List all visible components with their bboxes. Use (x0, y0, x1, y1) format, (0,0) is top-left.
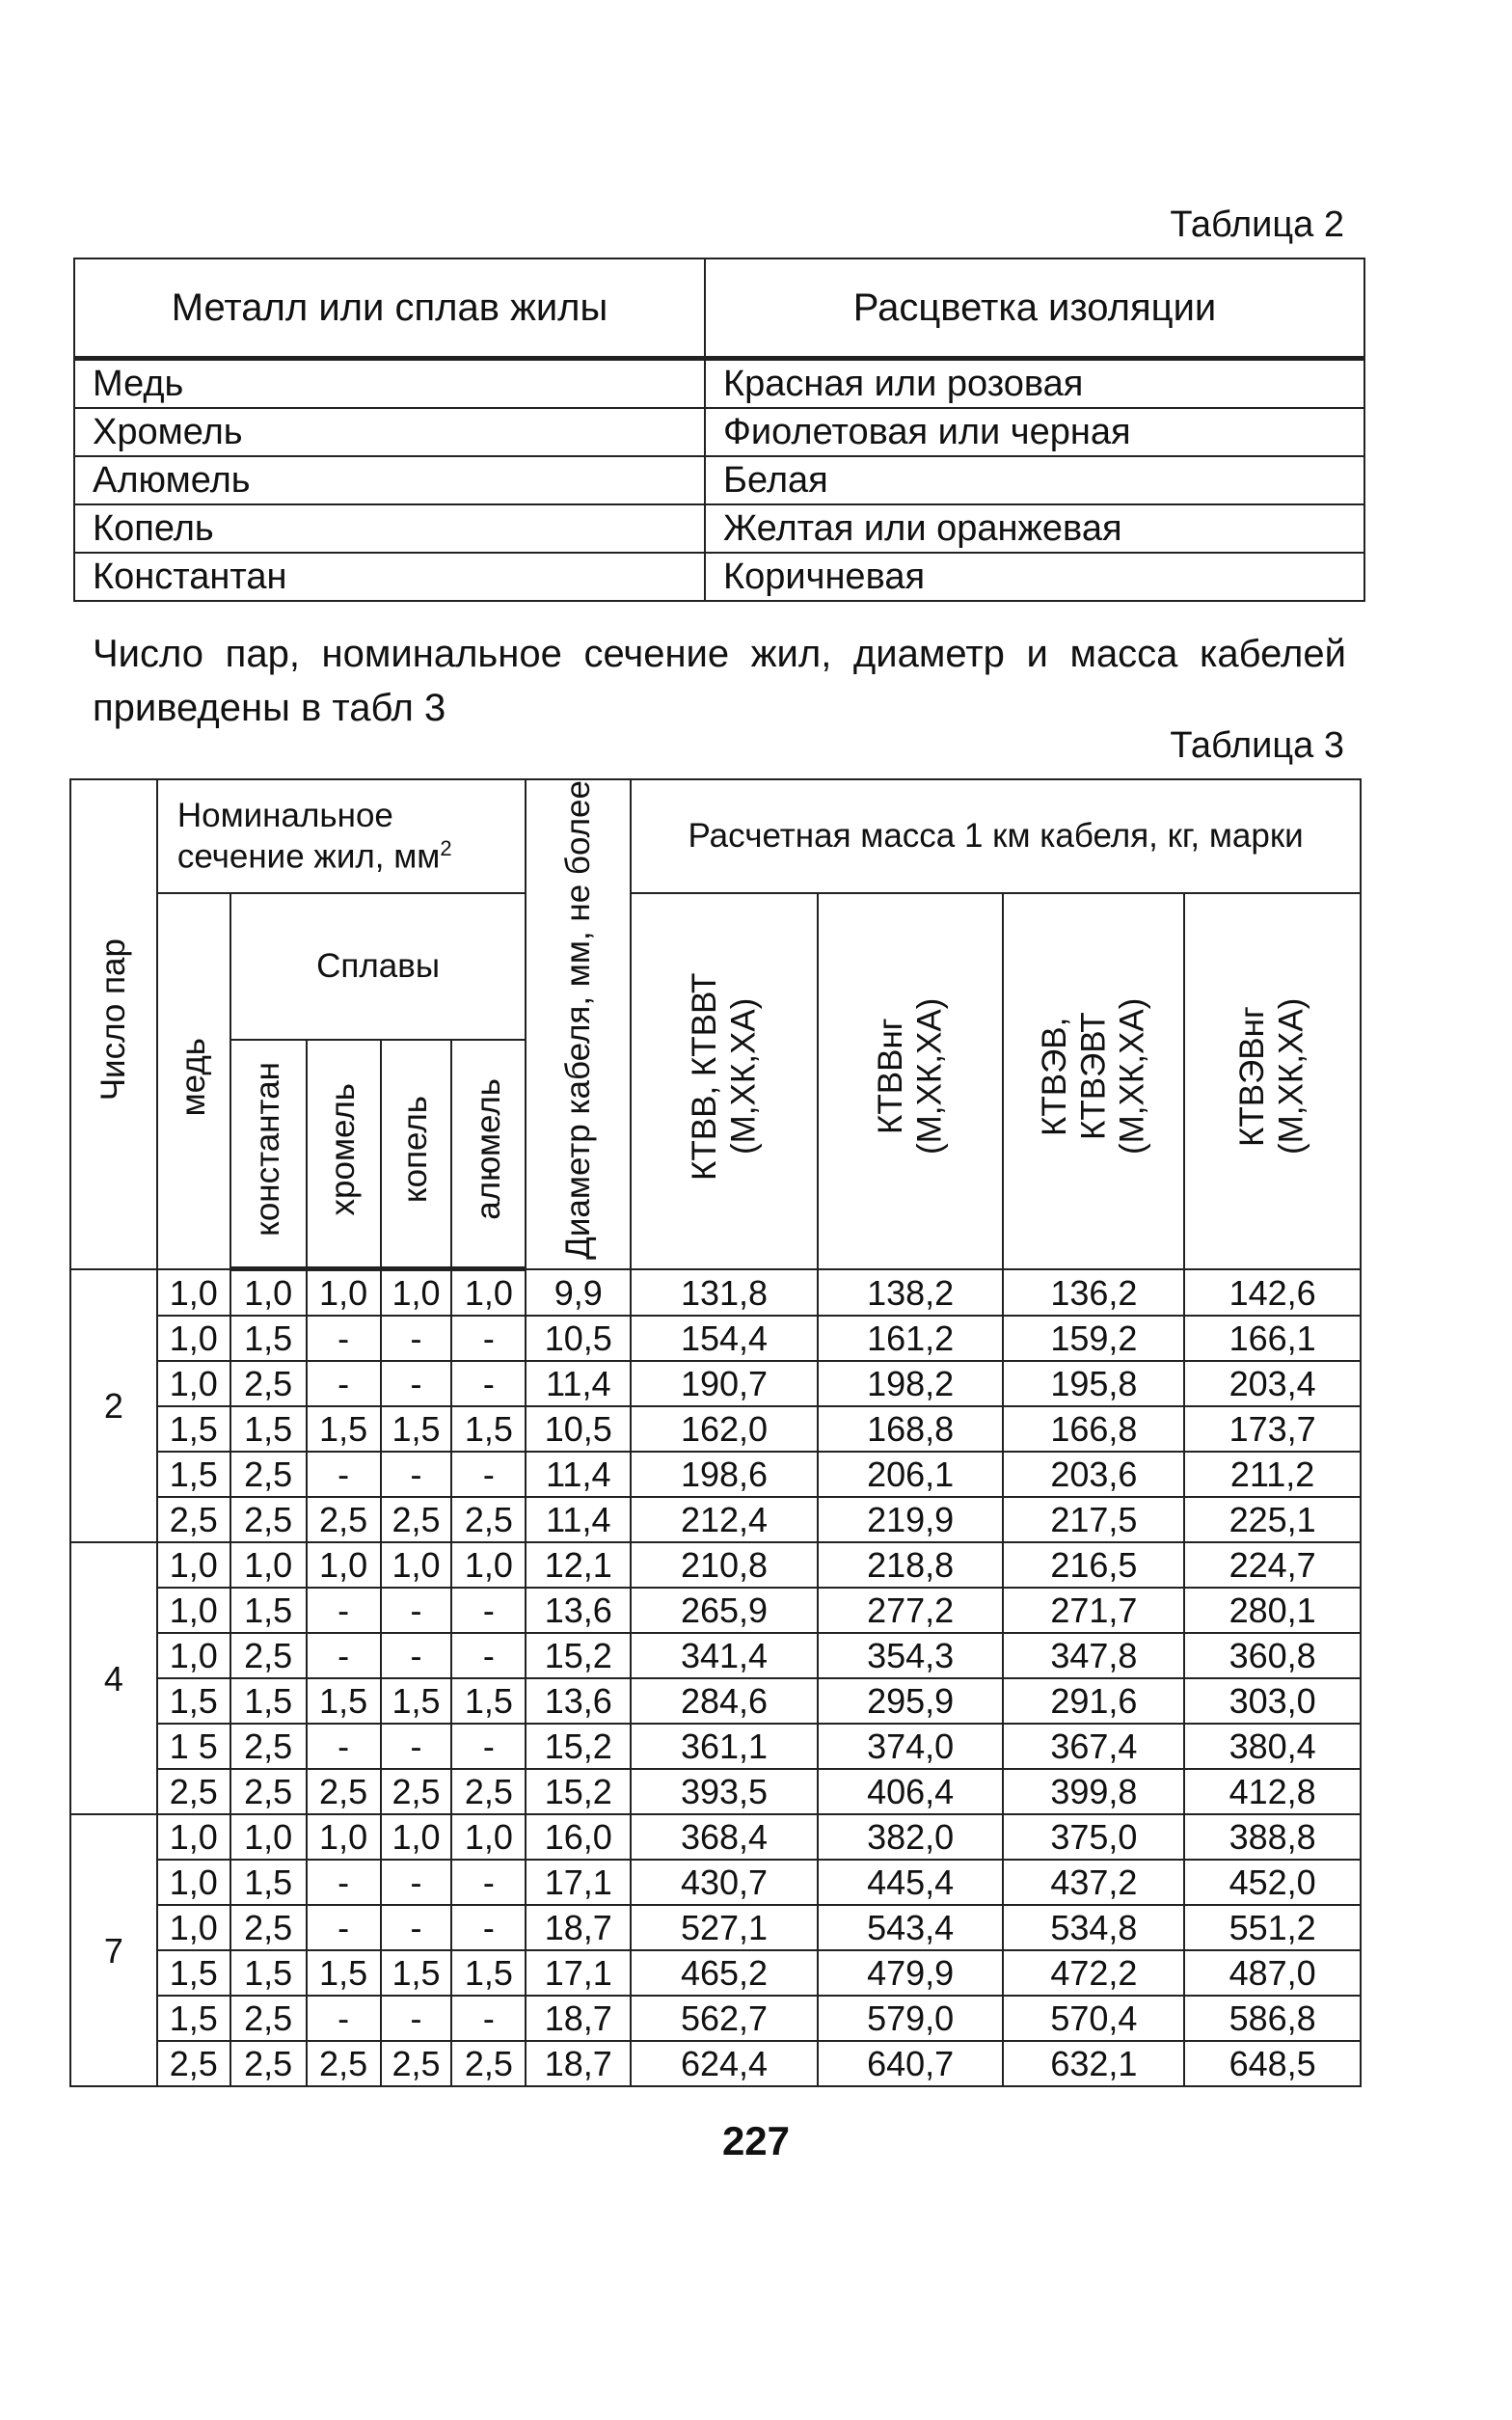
header-alloys: Сплавы (230, 893, 526, 1040)
value-cell: - (381, 1588, 452, 1633)
metal-cell: Алюмель (74, 456, 705, 504)
value-cell: 154,4 (631, 1316, 818, 1361)
value-cell: 280,1 (1184, 1588, 1361, 1633)
value-cell: 1,0 (381, 1542, 452, 1588)
value-cell: 1,0 (451, 1542, 526, 1588)
value-cell: 11,4 (526, 1452, 631, 1497)
color-cell: Красная или розовая (705, 359, 1364, 409)
value-cell: - (381, 1633, 452, 1678)
value-cell: - (451, 1996, 526, 2041)
value-cell: 2,5 (307, 1769, 381, 1814)
value-cell: 159,2 (1003, 1316, 1184, 1361)
value-cell: 632,1 (1003, 2041, 1184, 2086)
pairs-cell: 4 (70, 1542, 157, 1814)
header-mark-1: КТВВ, КТВВТ (М,ХК,ХА) (631, 893, 818, 1269)
value-cell: 624,4 (631, 2041, 818, 2086)
value-cell: 18,7 (526, 2041, 631, 2086)
value-cell: 284,6 (631, 1678, 818, 1724)
value-cell: 303,0 (1184, 1678, 1361, 1724)
value-cell: 206,1 (818, 1452, 1004, 1497)
value-cell: 1,5 (307, 1950, 381, 1996)
header-section: Номинальное сечение жил, $мм^2$ (157, 779, 526, 893)
value-cell: 15,2 (526, 1769, 631, 1814)
value-cell: 445,4 (818, 1860, 1004, 1905)
value-cell: - (451, 1905, 526, 1950)
value-cell: 2,5 (230, 1724, 307, 1769)
header-alumel: алюмель (451, 1040, 526, 1269)
value-cell: 16,0 (526, 1814, 631, 1860)
value-cell: 271,7 (1003, 1588, 1184, 1633)
value-cell: 393,5 (631, 1769, 818, 1814)
value-cell: 225,1 (1184, 1497, 1361, 1542)
table3-row (70, 1269, 1361, 1317)
table3-row (70, 1452, 1361, 1497)
value-cell: 452,0 (1184, 1860, 1361, 1905)
value-cell: 2,5 (230, 1633, 307, 1678)
value-cell: 399,8 (1003, 1769, 1184, 1814)
table3-row (70, 1860, 1361, 1905)
value-cell: 1,5 (381, 1406, 452, 1452)
value-cell: 640,7 (818, 2041, 1004, 2086)
value-cell: 295,9 (818, 1678, 1004, 1724)
value-cell: - (451, 1633, 526, 1678)
value-cell: 341,4 (631, 1633, 818, 1678)
table3-row (70, 1724, 1361, 1769)
value-cell: 1,0 (451, 1269, 526, 1317)
value-cell: 173,7 (1184, 1406, 1361, 1452)
value-cell: 1,0 (157, 1361, 230, 1406)
value-cell: 9,9 (526, 1269, 631, 1317)
value-cell: 212,4 (631, 1497, 818, 1542)
value-cell: 487,0 (1184, 1950, 1361, 1996)
value-cell: 138,2 (818, 1269, 1004, 1317)
value-cell: 368,4 (631, 1814, 818, 1860)
value-cell: 216,5 (1003, 1542, 1184, 1588)
header-copper: медь (157, 893, 230, 1269)
value-cell: - (307, 1361, 381, 1406)
value-cell: 195,8 (1003, 1361, 1184, 1406)
value-cell: 13,6 (526, 1678, 631, 1724)
header-mark-2: КТВВнг (М,ХК,ХА) (818, 893, 1004, 1269)
value-cell: 219,9 (818, 1497, 1004, 1542)
value-cell: 2,5 (307, 2041, 381, 2086)
value-cell: 562,7 (631, 1996, 818, 2041)
value-cell: 2,5 (451, 1497, 526, 1542)
value-cell: 1,5 (451, 1678, 526, 1724)
value-cell: - (381, 1905, 452, 1950)
value-cell: - (381, 1452, 452, 1497)
value-cell: 166,1 (1184, 1316, 1361, 1361)
value-cell: 570,4 (1003, 1996, 1184, 2041)
value-cell: 1 5 (157, 1724, 230, 1769)
value-cell: 1,0 (381, 1814, 452, 1860)
value-cell: 198,6 (631, 1452, 818, 1497)
value-cell: 534,8 (1003, 1905, 1184, 1950)
value-cell: 2,5 (157, 1497, 230, 1542)
value-cell: 479,9 (818, 1950, 1004, 1996)
value-cell: 361,1 (631, 1724, 818, 1769)
value-cell: 2,5 (381, 2041, 452, 2086)
value-cell: 190,7 (631, 1361, 818, 1406)
value-cell: 1,0 (451, 1814, 526, 1860)
header-mark-3: КТВЭВ, КТВЭВТ (М,ХК,ХА) (1003, 893, 1184, 1269)
table3-row (70, 1406, 1361, 1452)
table3-row (70, 2041, 1361, 2086)
value-cell: 15,2 (526, 1724, 631, 1769)
value-cell: 2,5 (451, 1769, 526, 1814)
metal-cell: Медь (74, 359, 705, 409)
value-cell: 2,5 (157, 1769, 230, 1814)
value-cell: - (307, 1633, 381, 1678)
value-cell: 380,4 (1184, 1724, 1361, 1769)
value-cell: 10,5 (526, 1316, 631, 1361)
value-cell: 1,5 (157, 1678, 230, 1724)
value-cell: 166,8 (1003, 1406, 1184, 1452)
value-cell: - (381, 1724, 452, 1769)
table3-row (70, 1950, 1361, 1996)
value-cell: 1,5 (230, 1860, 307, 1905)
header-pairs: Число пар (70, 779, 157, 1269)
table2-row (74, 504, 1364, 553)
value-cell: 265,9 (631, 1588, 818, 1633)
paragraph: Число пар, номинальное сечение жил, диаметр и масса кабелей приведены в табл 3 (93, 633, 1346, 729)
value-cell: 2,5 (230, 1452, 307, 1497)
metal-cell: Копель (74, 504, 705, 553)
value-cell: 198,2 (818, 1361, 1004, 1406)
value-cell: 277,2 (818, 1588, 1004, 1633)
value-cell: 527,1 (631, 1905, 818, 1950)
value-cell: 1,5 (381, 1678, 452, 1724)
value-cell: 1,5 (230, 1678, 307, 1724)
value-cell: 551,2 (1184, 1905, 1361, 1950)
value-cell: 15,2 (526, 1633, 631, 1678)
value-cell: 224,7 (1184, 1542, 1361, 1588)
value-cell: 131,8 (631, 1269, 818, 1317)
value-cell: - (307, 1860, 381, 1905)
value-cell: 2,5 (230, 1361, 307, 1406)
table2-row (74, 456, 1364, 504)
value-cell: 2,5 (307, 1497, 381, 1542)
value-cell: 388,8 (1184, 1814, 1361, 1860)
pairs-cell: 7 (70, 1814, 157, 2086)
value-cell: 374,0 (818, 1724, 1004, 1769)
table3-row (70, 1361, 1361, 1406)
value-cell: 1,0 (157, 1316, 230, 1361)
value-cell: 1,5 (381, 1950, 452, 1996)
value-cell: 2,5 (230, 1996, 307, 2041)
table3-body (70, 1269, 1361, 2087)
header-constantan: константан (230, 1040, 307, 1269)
table2 (73, 258, 1365, 602)
value-cell: 1,0 (307, 1269, 381, 1317)
value-cell: 1,0 (381, 1269, 452, 1317)
value-cell: 17,1 (526, 1950, 631, 1996)
table2-row (74, 553, 1364, 601)
value-cell: 161,2 (818, 1316, 1004, 1361)
metal-cell: Хромель (74, 408, 705, 456)
value-cell: 1,0 (157, 1814, 230, 1860)
value-cell: 354,3 (818, 1633, 1004, 1678)
value-cell: 13,6 (526, 1588, 631, 1633)
value-cell: 430,7 (631, 1860, 818, 1905)
value-cell: - (451, 1860, 526, 1905)
value-cell: 2,5 (230, 2041, 307, 2086)
value-cell: 1,0 (157, 1633, 230, 1678)
table3-row (70, 1542, 1361, 1588)
table3-row (70, 1996, 1361, 2041)
value-cell: - (451, 1361, 526, 1406)
value-cell: 1,0 (157, 1542, 230, 1588)
value-cell: 2,5 (230, 1497, 307, 1542)
value-cell: 2,5 (157, 2041, 230, 2086)
value-cell: 2,5 (230, 1905, 307, 1950)
value-cell: 586,8 (1184, 1996, 1361, 2041)
value-cell: 136,2 (1003, 1269, 1184, 1317)
value-cell: 1,5 (451, 1406, 526, 1452)
value-cell: 382,0 (818, 1814, 1004, 1860)
table3-row (70, 1769, 1361, 1814)
header-mark-4: КТВЭВнг (М,ХК,ХА) (1184, 893, 1361, 1269)
value-cell: 168,8 (818, 1406, 1004, 1452)
value-cell: - (451, 1452, 526, 1497)
value-cell: - (381, 1996, 452, 2041)
value-cell: 437,2 (1003, 1860, 1184, 1905)
value-cell: 1,5 (307, 1406, 381, 1452)
value-cell: 406,4 (818, 1769, 1004, 1814)
table3-row (70, 1588, 1361, 1633)
table3-caption: Таблица 3 (1170, 725, 1344, 766)
value-cell: 1,5 (230, 1950, 307, 1996)
table3-row (70, 1316, 1361, 1361)
value-cell: 472,2 (1003, 1950, 1184, 1996)
value-cell: 1,0 (307, 1814, 381, 1860)
value-cell: - (307, 1588, 381, 1633)
value-cell: - (451, 1588, 526, 1633)
header-chromel: хромель (307, 1040, 381, 1269)
value-cell: 218,8 (818, 1542, 1004, 1588)
value-cell: - (381, 1361, 452, 1406)
value-cell: - (307, 1316, 381, 1361)
value-cell: 1,0 (157, 1905, 230, 1950)
table2-header-color: Расцветка изоляции (705, 258, 1364, 359)
value-cell: 367,4 (1003, 1724, 1184, 1769)
value-cell: 291,6 (1003, 1678, 1184, 1724)
value-cell: 1,5 (157, 1950, 230, 1996)
header-diameter: Диаметр кабеля, мм, не более (526, 779, 631, 1269)
value-cell: 1,0 (230, 1814, 307, 1860)
value-cell: - (451, 1316, 526, 1361)
value-cell: 217,5 (1003, 1497, 1184, 1542)
value-cell: 17,1 (526, 1860, 631, 1905)
value-cell: 1,0 (157, 1269, 230, 1317)
value-cell: 2,5 (381, 1769, 452, 1814)
table2-header-metal: Металл или сплав жилы (74, 258, 705, 359)
value-cell: 1,5 (157, 1452, 230, 1497)
value-cell: 2,5 (230, 1769, 307, 1814)
header-copel: копель (381, 1040, 452, 1269)
value-cell: 203,6 (1003, 1452, 1184, 1497)
color-cell: Коричневая (705, 553, 1364, 601)
value-cell: 1,5 (157, 1406, 230, 1452)
value-cell: 142,6 (1184, 1269, 1361, 1317)
value-cell: 18,7 (526, 1996, 631, 2041)
value-cell: 18,7 (526, 1905, 631, 1950)
color-cell: Фиолетовая или черная (705, 408, 1364, 456)
value-cell: - (451, 1724, 526, 1769)
table3-row (70, 1497, 1361, 1542)
table2-row (74, 359, 1364, 409)
value-cell: - (307, 1905, 381, 1950)
value-cell: 412,8 (1184, 1769, 1361, 1814)
value-cell: 1,5 (307, 1678, 381, 1724)
table2-row (74, 408, 1364, 456)
table3-row (70, 1678, 1361, 1724)
value-cell: 12,1 (526, 1542, 631, 1588)
value-cell: 2,5 (381, 1497, 452, 1542)
value-cell: 1,0 (230, 1269, 307, 1317)
value-cell: 1,0 (157, 1588, 230, 1633)
value-cell: 11,4 (526, 1497, 631, 1542)
value-cell: 648,5 (1184, 2041, 1361, 2086)
value-cell: - (381, 1316, 452, 1361)
value-cell: 543,4 (818, 1905, 1004, 1950)
value-cell: - (307, 1452, 381, 1497)
table2-caption: Таблица 2 (1170, 204, 1344, 245)
color-cell: Белая (705, 456, 1364, 504)
value-cell: 2,5 (451, 2041, 526, 2086)
value-cell: 1,0 (157, 1860, 230, 1905)
value-cell: 1,0 (230, 1542, 307, 1588)
header-mass: Расчетная масса 1 км кабеля, кг, марки (631, 779, 1361, 893)
table3-row (70, 1633, 1361, 1678)
value-cell: 347,8 (1003, 1633, 1184, 1678)
value-cell: 579,0 (818, 1996, 1004, 2041)
value-cell: 10,5 (526, 1406, 631, 1452)
pairs-cell: 2 (70, 1269, 157, 1543)
value-cell: 1,5 (157, 1996, 230, 2041)
value-cell: 1,5 (451, 1950, 526, 1996)
table3-row (70, 1814, 1361, 1860)
value-cell: - (307, 1724, 381, 1769)
value-cell: 375,0 (1003, 1814, 1184, 1860)
color-cell: Желтая или оранжевая (705, 504, 1364, 553)
value-cell: 203,4 (1184, 1361, 1361, 1406)
value-cell: 1,5 (230, 1406, 307, 1452)
value-cell: 1,0 (307, 1542, 381, 1588)
table2-body (74, 359, 1364, 602)
value-cell: 11,4 (526, 1361, 631, 1406)
value-cell: 1,5 (230, 1588, 307, 1633)
value-cell: 465,2 (631, 1950, 818, 1996)
value-cell: 210,8 (631, 1542, 818, 1588)
value-cell: 1,5 (230, 1316, 307, 1361)
table3-row (70, 1905, 1361, 1950)
value-cell: - (307, 1996, 381, 2041)
page-number: 227 (721, 2118, 791, 2163)
value-cell: 211,2 (1184, 1452, 1361, 1497)
table3 (69, 778, 1362, 2087)
value-cell: 162,0 (631, 1406, 818, 1452)
metal-cell: Константан (74, 553, 705, 601)
value-cell: - (381, 1860, 452, 1905)
value-cell: 360,8 (1184, 1633, 1361, 1678)
